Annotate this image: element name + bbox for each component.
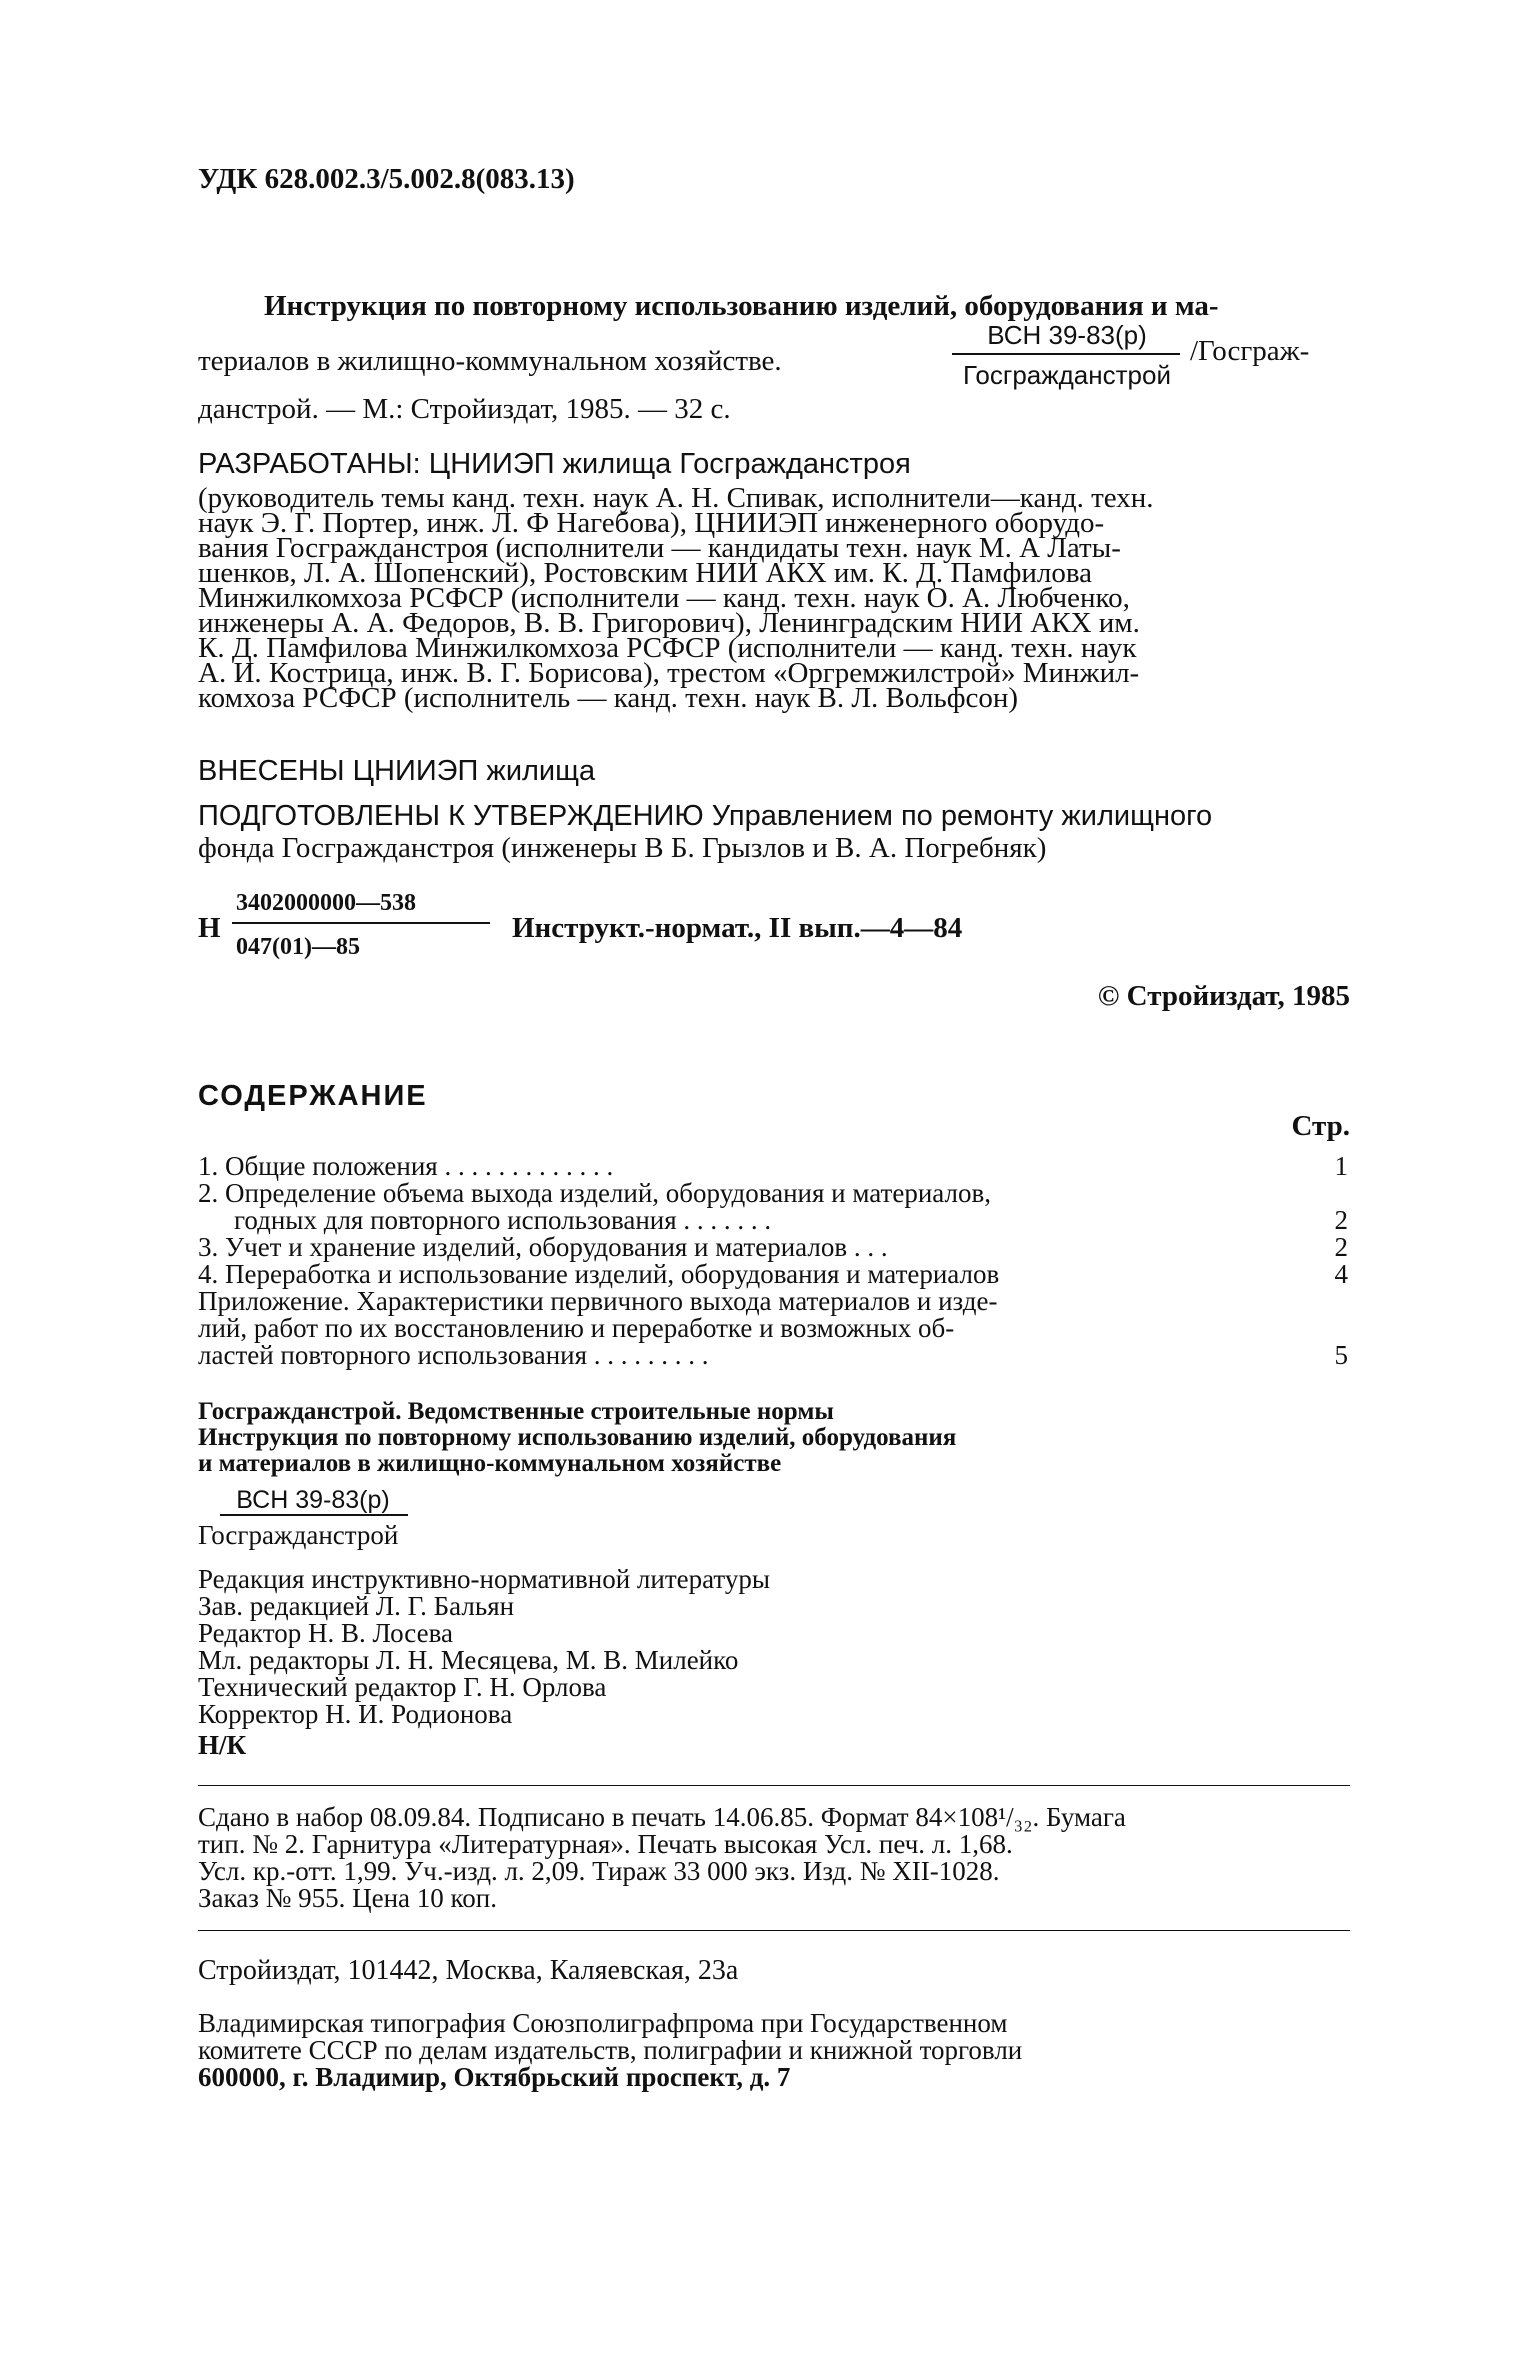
developed-line: инженеры А. А. Федоров, В. В. Григорович), Ленинградским НИИ АКХ им. [198, 607, 1140, 639]
developed-line: К. Д. Памфилова Минжилкомхоза РСФСР (исполнители — канд. техн. наук [198, 632, 1137, 664]
publisher-address: Стройиздат, 101442, Москва, Каляевская, 23а [198, 1955, 739, 1986]
fraction-line [232, 922, 490, 924]
imprint-fraction-bottom: Госгражданстрой [198, 1520, 399, 1550]
imprint-line: Инструкция по повторному использованию изделий, оборудования [198, 1424, 957, 1451]
print-info-line: Сдано в набор 08.09.84. Подписано в печать 14.06.85. Формат 84×108¹/₃₂. Бумага [198, 1802, 1126, 1832]
biblio-line: териалов в жилищно-коммунальном хозяйстве. [198, 345, 782, 377]
imprint-line: и материалов в жилищно-коммунальном хозяйстве [198, 1450, 782, 1477]
contents-heading: СОДЕРЖАНИЕ [198, 1080, 428, 1112]
editorial-line: Редакция инструктивно-нормативной литературы [198, 1564, 770, 1594]
editorial-line: Мл. редакторы Л. Н. Месяцева, М. В. Милейко [198, 1645, 739, 1675]
biblio-fraction-top: ВСН 39-83(р) [987, 320, 1147, 350]
editorial-line: Корректор Н. И. Родионова [198, 1699, 513, 1729]
index-code-bottom: 047(01)—85 [236, 934, 360, 960]
biblio-line: /Госграж- [1190, 335, 1310, 367]
toc-page-number: 2 [1334, 1232, 1348, 1262]
print-info-line: тип. № 2. Гарнитура «Литературная». Печать высокая Усл. печ. л. 1,68. [198, 1829, 1013, 1859]
toc-item-2: 2. Определение объема выхода изделий, оборудования и материалов, [198, 1178, 991, 1208]
developed-line: (руководитель темы канд. техн. наук А. Н. Спивак, исполнители—канд. техн. [198, 482, 1154, 514]
editorial-line: Редактор Н. В. Лосева [198, 1618, 453, 1648]
toc-item-4: 4. Переработка и использование изделий, оборудования и материалов 4 [198, 1259, 1348, 1289]
toc-item-appendix: Приложение. Характеристики первичного выхода материалов и изде- [198, 1286, 998, 1316]
toc-item-3: 3. Учет и хранение изделий, оборудования и материалов . . . 2 [198, 1232, 1348, 1262]
toc-page-number: 1 [1334, 1151, 1348, 1181]
developed-line: Минжилкомхоза РСФСР (исполнители — канд. техн. наук О. А. Любченко, [198, 582, 1130, 614]
toc-page-number: 5 [1334, 1340, 1348, 1370]
printer-line: 600000, г. Владимир, Октябрьский проспект, д. 7 [198, 2062, 791, 2092]
print-info-line: Усл. кр.-отт. 1,99. Уч.-изд. л. 2,09. Тираж 33 000 экз. Изд. № XII-1028. [198, 1856, 1000, 1886]
developed-heading: РАЗРАБОТАНЫ: ЦНИИЭП жилища Госгражданстроя [198, 448, 911, 480]
printer-line: Владимирская типография Союзполиграфпрома при Государственном [198, 2008, 1008, 2038]
index-code-right: Инструкт.-нормат., II вып.—4—84 [512, 912, 963, 944]
section-divider [198, 1785, 1350, 1786]
print-info-line: Заказ № 955. Цена 10 коп. [198, 1883, 497, 1913]
toc-item-appendix-cont: ластей повторного использования . . . . . . . . . 5 [198, 1340, 1348, 1370]
submitted-line: ВНЕСЕНЫ ЦНИИЭП жилища [198, 755, 596, 787]
developed-line: А. И. Кострица, инж. В. Г. Борисова), трестом «Оргремжилстрой» Минжил- [198, 657, 1140, 689]
toc-item-appendix-cont: лий, работ по их восстановлению и переработке и возможных об- [198, 1313, 955, 1343]
developed-line: вания Госгражданстроя (исполнители — кандидаты техн. наук М. А Латы- [198, 532, 1121, 564]
toc-item-1: 1. Общие положения . . . . . . . . . . . . . 1 [198, 1151, 1348, 1181]
developed-line: комхоза РСФСР (исполнитель — канд. техн. наук В. Л. Вольфсон) [198, 682, 1019, 714]
toc-page-number: 2 [1334, 1205, 1348, 1235]
udk-code: УДК 628.002.3/5.002.8(083.13) [198, 163, 575, 195]
printer-line: комитете СССР по делам издательств, полиграфии и книжной торговли [198, 2035, 1023, 2065]
imprint-line: Госгражданстрой. Ведомственные строительные нормы [198, 1398, 834, 1425]
developed-line: наук Э. Г. Портер, инж. Л. Ф Нагебова), ЦНИИЭП инженерного оборудо- [198, 507, 1105, 539]
index-code-top: 3402000000—538 [236, 890, 416, 916]
biblio-line: Инструкция по повторному использованию изделий, оборудования и ма- [264, 290, 1219, 322]
editorial-line: Технический редактор Г. Н. Орлова [198, 1672, 607, 1702]
section-divider [198, 1930, 1350, 1931]
biblio-line: данстрой. — М.: Стройиздат, 1985. — 32 с. [198, 393, 731, 425]
index-letter: Н [198, 912, 221, 944]
copyright-line: © Стройиздат, 1985 [1097, 980, 1350, 1012]
prepared-line: фонда Госгражданстроя (инженеры В Б. Грызлов и В. А. Погребняк) [198, 832, 1047, 864]
fraction-line [952, 353, 1180, 355]
contents-page-heading: Стр. [1291, 1110, 1350, 1142]
toc-page-number: 4 [1334, 1259, 1348, 1289]
editorial-nk: Н/К [198, 1730, 247, 1760]
fraction-line [220, 1514, 408, 1516]
editorial-line: Зав. редакцией Л. Г. Бальян [198, 1591, 515, 1621]
prepared-line: ПОДГОТОВЛЕНЫ К УТВЕРЖДЕНИЮ Управлением по ремонту жилищного [198, 800, 1213, 832]
toc-item-2-cont: годных для повторного использования . . . . . . . 2 [234, 1205, 1348, 1235]
biblio-fraction-bottom: Госгражданстрой [963, 360, 1171, 390]
developed-line: шенков, Л. А. Шопенский), Ростовским НИИ АКХ им. К. Д. Памфилова [198, 557, 1093, 589]
imprint-fraction-top: ВСН 39-83(р) [236, 1486, 390, 1514]
